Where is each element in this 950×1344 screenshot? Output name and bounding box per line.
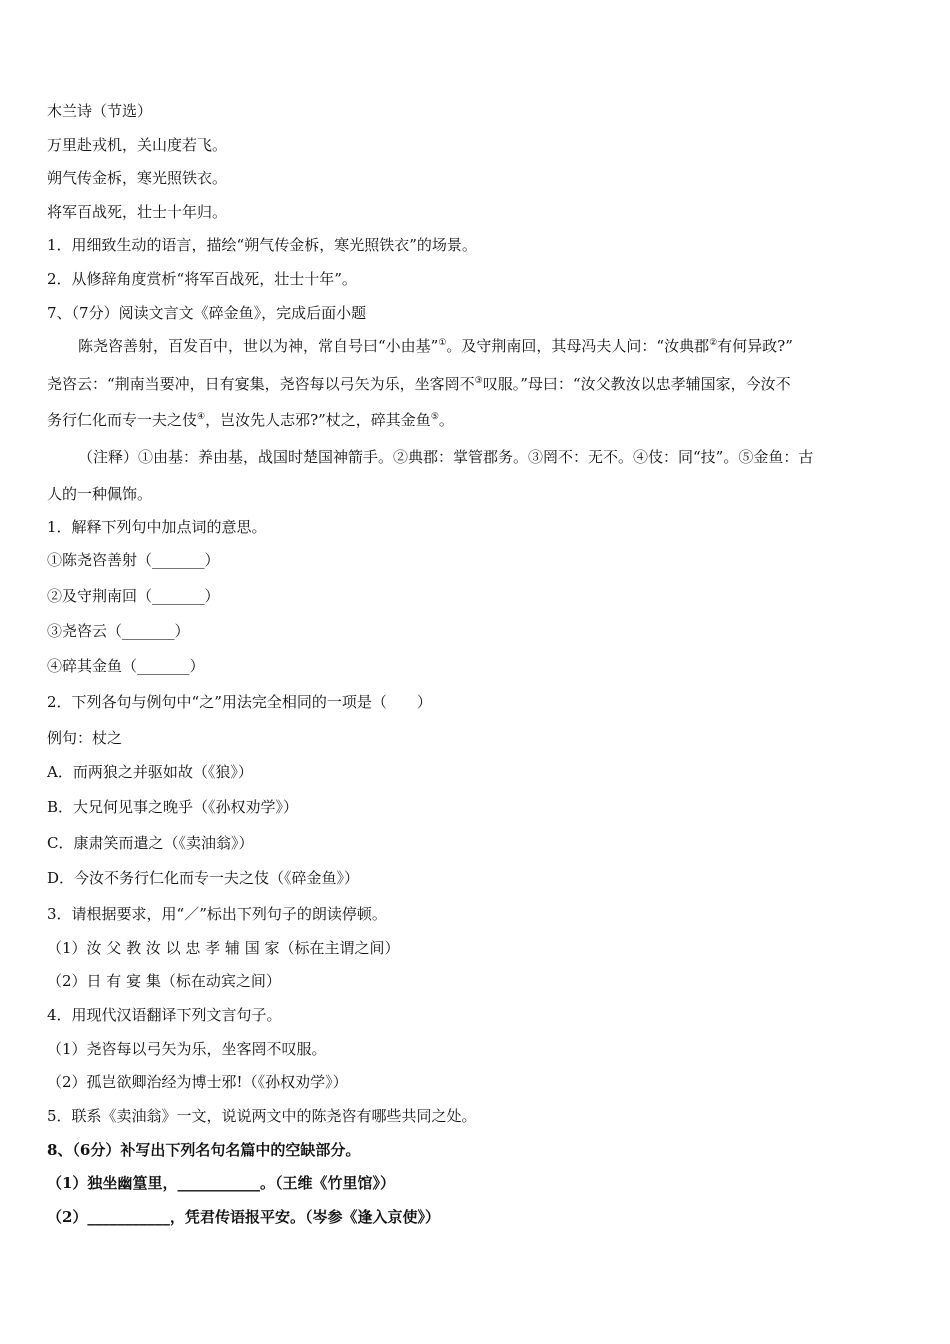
passage-text: 叹服。”母曰：“汝父教汝以忠孝辅国家，今汝不 (482, 375, 791, 393)
passage-text: ，岂汝先人志邪?”杖之，碎其金鱼 (205, 411, 431, 429)
sub-question-1-item: ①陈尧咨善射（_______） (47, 551, 220, 569)
sub-question-3-item: （2）日 有 宴 集（标在动宾之间） (47, 972, 281, 990)
notes-line-1: （注释）①由基：养由基，战国时楚国神箭手。②典郡：掌管郡务。③罔不：无不。④伎：同“技”。⑤金鱼：古 (78, 448, 814, 466)
passage-text: 。 (438, 411, 454, 429)
passage-line-1 (78, 336, 793, 356)
poem-question-2: 2．从修辞角度赏析“将军百战死，壮士十年”。 (47, 270, 357, 288)
passage-text: 。及守荆南回，其母冯夫人问：“汝典郡 (446, 337, 710, 355)
sub-question-4-stem: 4．用现代汉语翻译下列文言句子。 (47, 1006, 282, 1024)
passage-text: 陈尧咨善射，百发百中，世以为神，常自号曰“小由基” (78, 337, 439, 355)
note-marker: ④ (197, 412, 206, 422)
option-b: B．大兄何见事之晚乎（《孙权劝学》） (47, 798, 299, 816)
passage-line-2 (47, 374, 791, 394)
poem-title: 木兰诗（节选） (47, 102, 153, 120)
notes-line-2: 人的一种佩饰。 (47, 485, 153, 503)
note-marker: ② (709, 338, 718, 348)
option-a: A．而两狼之并驱如故（《狼》） (47, 763, 253, 781)
passage-text: 务行仁化而专一夫之伎 (47, 411, 198, 429)
sub-question-1-item: ③尧咨云（_______） (47, 622, 190, 640)
sub-question-2-stem: 2．下列各句与例句中“之”用法完全相同的一项是（ ） (47, 693, 432, 711)
option-c: C．康肃笑而遣之（《卖油翁》） (47, 834, 254, 852)
poem-question-1: 1．用细致生动的语言，描绘“朔气传金柝，寒光照铁衣”的场景。 (47, 236, 477, 254)
sub-question-3-stem: 3．请根据要求，用“／”标出下列句子的朗读停顿。 (47, 905, 387, 923)
sub-question-1-stem: 1．解释下列句中加点词的意思。 (47, 518, 267, 536)
sub-question-4-item: （2）孤岂欲卿治经为博士邪!（《孙权劝学》） (47, 1073, 348, 1091)
note-marker: ① (438, 338, 447, 348)
poem-line: 将军百战死，壮士十年归。 (47, 203, 228, 221)
passage-text: 有何异政?” (717, 337, 793, 355)
question-7-heading: 7、（7分）阅读文言文《碎金鱼》，完成后面小题 (47, 304, 367, 322)
sub-question-3-item: （1）汝 父 教 汝 以 忠 孝 辅 国 家（标在主谓之间） (47, 939, 400, 957)
note-marker: ③ (474, 376, 483, 386)
poem-line: 朔气传金柝，寒光照铁衣。 (47, 169, 228, 187)
option-d: D．今汝不务行仁化而专一夫之伎（《碎金鱼》） (47, 869, 360, 887)
sub-question-2-example: 例句：杖之 (47, 729, 123, 747)
passage-text: 尧咨云：“荆南当要冲，日有宴集，尧咨每以弓矢为乐，坐客罔不 (47, 375, 475, 393)
passage-line-3 (47, 410, 454, 430)
question-8-item: （1）独坐幽篁里，___________。（王维《竹里馆》） (47, 1174, 395, 1192)
question-8-item: （2）___________，凭君传语报平安。（岑参《逢入京使》） (47, 1208, 440, 1226)
sub-question-1-item: ④碎其金鱼（_______） (47, 657, 205, 675)
sub-question-1-item: ②及守荆南回（_______） (47, 587, 220, 605)
sub-question-5-stem: 5．联系《卖油翁》一文，说说两文中的陈尧咨有哪些共同之处。 (47, 1107, 477, 1125)
sub-question-4-item: （1）尧咨每以弓矢为乐，坐客罔不叹服。 (47, 1040, 327, 1058)
note-marker: ⑤ (430, 412, 439, 422)
poem-line: 万里赴戎机，关山度若飞。 (47, 136, 228, 154)
question-8-heading: 8、（6分）补写出下列名句名篇中的空缺部分。 (47, 1141, 361, 1159)
